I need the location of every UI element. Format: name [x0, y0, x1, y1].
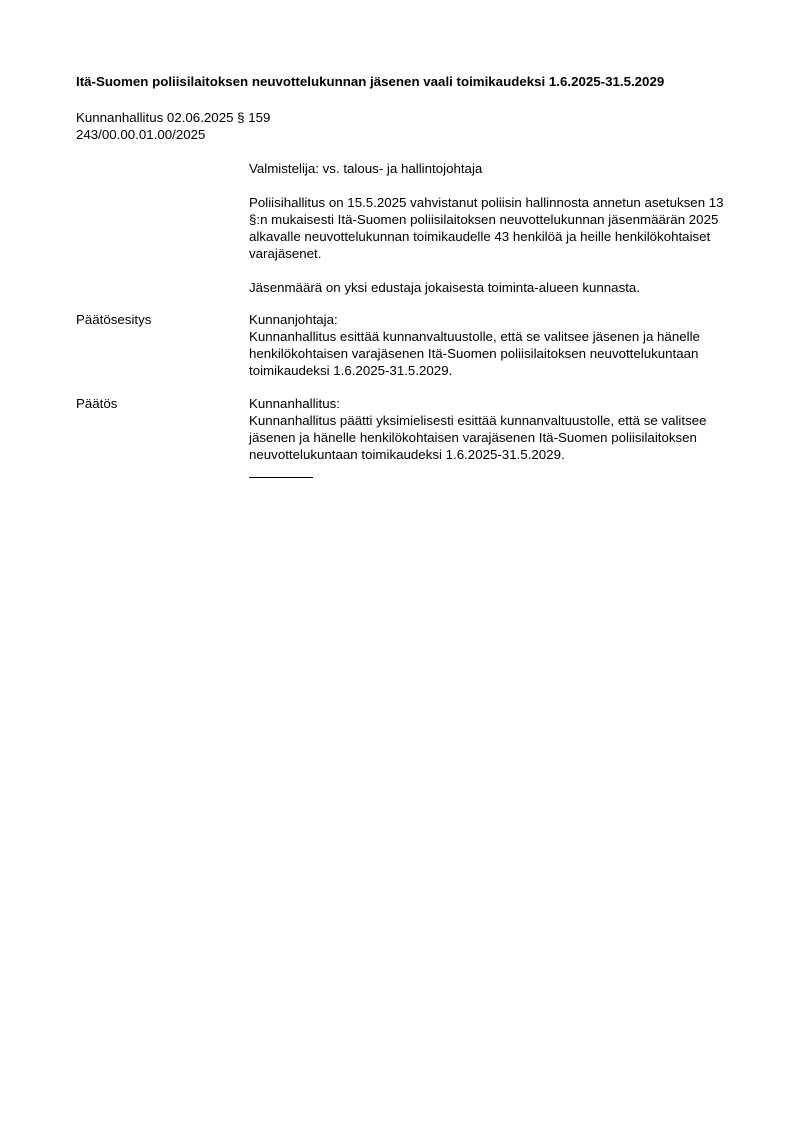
proposal-label: Päätösesitys: [76, 312, 152, 327]
proposal-text: Kunnanhallitus esittää kunnanvaltuustolle, että se valitsee jäsenen ja hänelle henkilökohtaisen varajäsenen Itä-Suomen poliisilaitoksen neuvottelukuntaan toimikaudeksi 1.6.2025-31.5.2029.: [249, 329, 700, 378]
meeting-reference: Kunnanhallitus 02.06.2025 § 159: [76, 110, 271, 125]
end-rule: [249, 477, 313, 478]
preparer-line: Valmistelija: vs. talous- ja hallintojohtaja: [249, 161, 483, 176]
proposal-presenter: Kunnanjohtaja:: [249, 312, 338, 327]
meeting-meta: [76, 109, 376, 143]
decision-body: Kunnanhallitus:: [249, 396, 340, 411]
record-number: 243/00.00.01.00/2025: [76, 127, 206, 142]
preparation-paragraph: Poliisihallitus on 15.5.2025 vahvistanut poliisin hallinnosta annetun asetuksen 13 §:n mukaisesti Itä-Suomen poliisilaitoksen neuvottelukunnan jäsenmäärän 2025 alkavalle neuvottelukunnan toimikaudelle 43 henkilöä ja heille henkilökohtaiset varajäsenet.: [249, 195, 724, 261]
document-title: Itä-Suomen poliisilaitoksen neuvottelukunnan jäsenen vaali toimikaudeksi 1.6.2025-31.5.2029: [76, 74, 665, 89]
membership-paragraph: Jäsenmäärä on yksi edustaja jokaisesta toiminta-alueen kunnasta.: [249, 280, 641, 295]
decision-text: Kunnanhallitus päätti yksimielisesti esittää kunnanvaltuustolle, että se valitsee jäsenen ja hänelle henkilökohtaisen varajäsenen Itä-Suomen poliisilaitoksen neuvottelukuntaan toimikaudeksi 1.6.2025-31.5.2029.: [249, 413, 707, 462]
decision-label: Päätös: [76, 396, 118, 411]
